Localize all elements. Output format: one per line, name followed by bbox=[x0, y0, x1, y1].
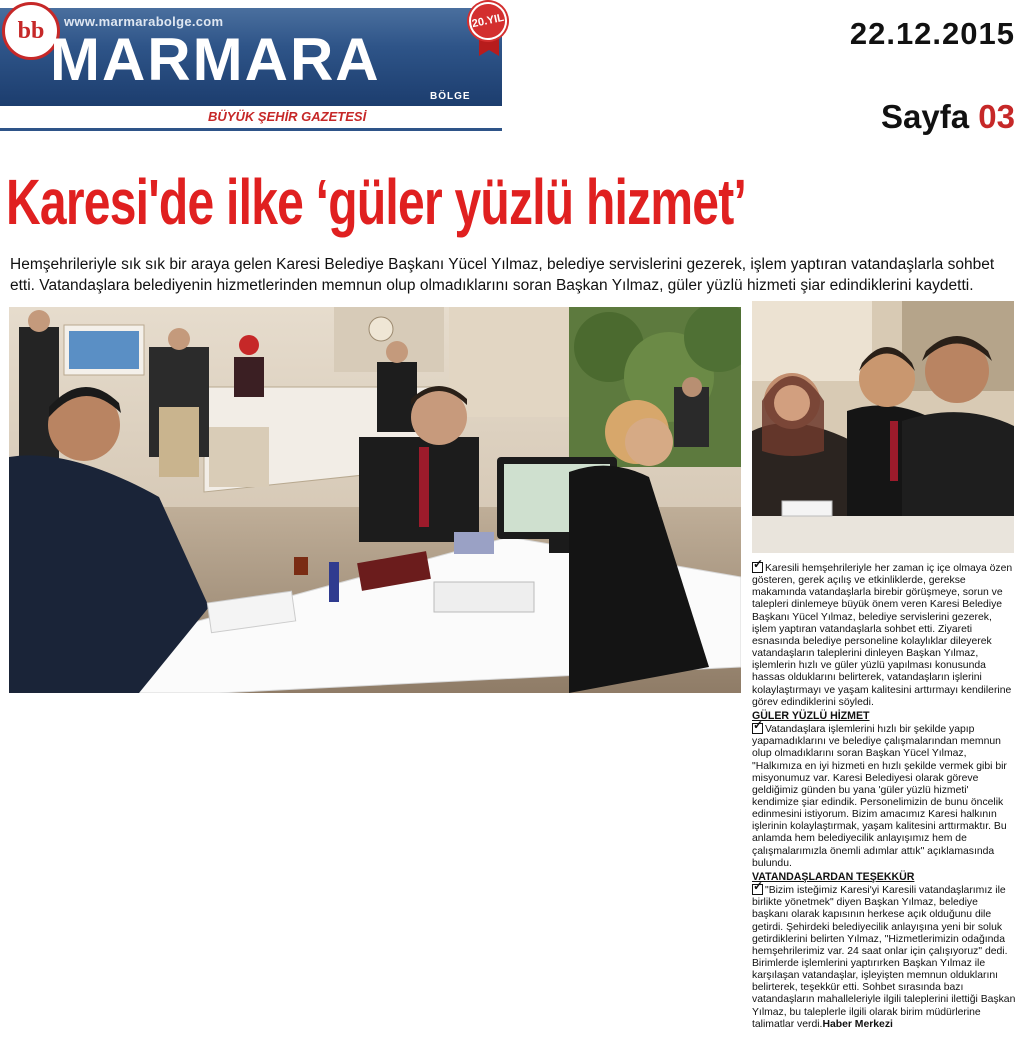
newspaper-name: MARMARA bbox=[50, 26, 381, 93]
newspaper-name-suffix: BÖLGE bbox=[430, 91, 471, 102]
paragraph-3-text: "Bizim isteğimiz Karesi'yi Karesili vatandaşlarımız ile birlikte yönetmek" diyen Başkan Yılmaz, belediye başkanı olarak kapısının herkese açık olduğunu dile getirdi. Şehirdeki belediyecilik anlayışına yeni bir soluk getirdiklerini belirten Yılmaz, "Hizmetlerimizin odağında hemşehrilerimiz var. 24 saat onlar için çalışıyoruz" dedi. Birimlerde işlemlerini yaptırırken Başkan Yılmaz ile karşılaşan vatandaşlar, işleyişten memnun olduklarını belirterek, teşekkür etti. Sohbet sırasında bazı vatandaşların mahalleleriyle ilgili taleplerini ilettiği Başkan Yılmaz, bu taleplerle ilgili olarak birim müdürlerine talimatlar verdi. bbox=[752, 885, 1016, 1030]
issue-date: 22.12.2015 bbox=[849, 16, 1015, 51]
article-body bbox=[752, 562, 1016, 1031]
side-photo-scene bbox=[752, 301, 1014, 553]
anniversary-badge-label: 20.YIL bbox=[470, 11, 506, 31]
side-photo bbox=[752, 301, 1014, 553]
article-paragraph-1 bbox=[752, 562, 1016, 709]
masthead-tagline: BÜYÜK ŞEHİR GAZETESİ bbox=[208, 109, 367, 124]
logo-mark: bb bbox=[17, 17, 45, 44]
article-headline: Karesi'de ilke ‘güler yüzlü hizmet’ bbox=[6, 166, 747, 238]
article-subheading-2: VATANDAŞLARDAN TEŞEKKÜR bbox=[752, 870, 915, 883]
article-lead: Hemşehrileriyle sık sık bir araya gelen Karesi Belediye Başkanı Yücel Yılmaz, belediye servislerini gezerek, işlem yaptıran vatandaşlarla sohbet etti. Vatandaşlara belediyenin hizmetlerinden memnun olup olmadıklarını soran Başkan Yılmaz, güler yüzlü hizmeti şiar edindiklerini kaydetti. bbox=[10, 256, 995, 294]
article-subheading-1: GÜLER YÜZLÜ HİZMET bbox=[752, 709, 870, 722]
checkbox-icon bbox=[752, 723, 763, 734]
checkbox-icon bbox=[752, 884, 763, 895]
masthead-tagline-bar bbox=[0, 106, 502, 131]
main-photo bbox=[9, 307, 741, 693]
article-paragraph-2 bbox=[752, 723, 1016, 870]
article-byline: Haber Merkezi bbox=[822, 1018, 893, 1030]
masthead bbox=[0, 0, 505, 135]
masthead-url: www.marmarabolge.com bbox=[64, 14, 224, 29]
checkbox-icon bbox=[752, 562, 763, 573]
page-word: Sayfa bbox=[881, 98, 970, 135]
page-number: 03 bbox=[978, 98, 1015, 135]
article-paragraph-3 bbox=[752, 884, 1016, 1031]
page-label bbox=[881, 98, 1015, 136]
main-photo-scene bbox=[9, 307, 741, 693]
paragraph-2-text: Vatandaşlara işlemlerini hızlı bir şekilde yapıp yapamadıklarını ve belediye çalışmalarından memnun olup olmadıklarını soran Başkan Yücel Yılmaz, "Halkımıza en iyi hizmeti en hızlı şekilde vermek gibi bir misyonumuz var. Karesi Belediyesi olarak göreve geldiğimiz günden bu yana 'güler yüzlü hizmeti' kendimize şiar edindik. Personelimizin de bunu öncelik edinmesini istiyorum. Bizim amacımız Karesi halkının işlerinin kolaylaştırmak, yaşam kalitesini arttırmaktır. Bu anlamda hem belediyecilik anlayışımız hem de çalışmalarımızla önemli adımlar attık" açıklamasında bulundu. bbox=[752, 724, 1007, 869]
paragraph-1-text: Karesili hemşehrileriyle her zaman iç içe olmaya özen gösteren, gerek açılış ve etkinliklerde, gerekse makamında vatandaşlarla birebir görüşmeye, sorun ve talepleri dinlemeye büyük önem veren Karesi Belediye Başkanı Yücel Yılmaz, belediye servislerini gezerek, işlem yaptıran vatandaşlarla sohbet etti. Ziyareti esnasında belediye personeline kolaylıklar dileyerek vatandaşların taleplerini dinleyen Başkan Yılmaz, işlemlerin hızlı ve güler yüzlü yapılması konusunda hassas olduklarını belirterek, vatandaşların işlerini kolaylaştırmayı ve yaşam kalitesini arttırmayı kendilerine görev edindiklerini söyledi. bbox=[752, 563, 1013, 708]
